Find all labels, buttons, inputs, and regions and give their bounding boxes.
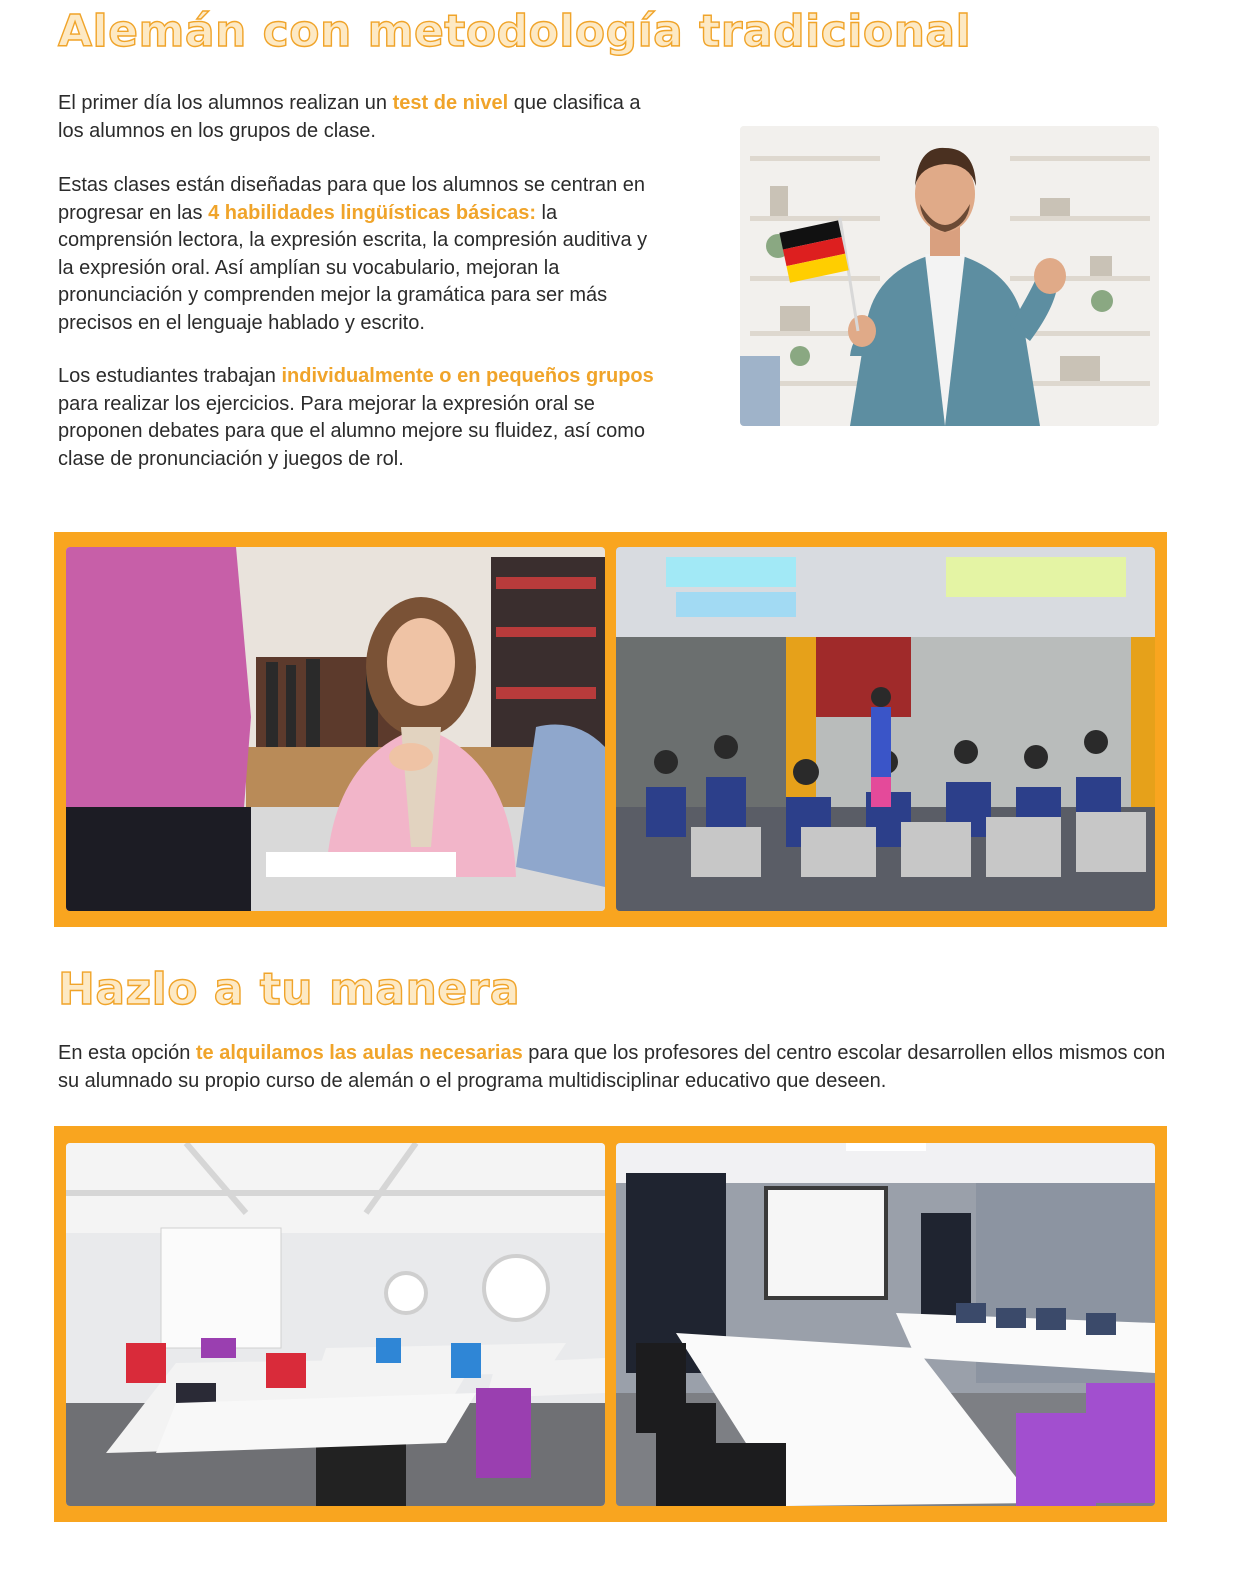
section-heading: Hazlo a tu manera bbox=[58, 964, 521, 1015]
text: Los estudiantes trabajan bbox=[58, 365, 282, 387]
skills-paragraph bbox=[58, 172, 663, 337]
groups-paragraph bbox=[58, 363, 658, 473]
text: la comprensión lectora, la expresión escrita, la compresión auditiva y la expresión oral. Así amplían su vocabulario, mejoran la pronunciación y comprenden mejor la gramática para ser más precisos en el lenguaje hablado y escrito. bbox=[58, 201, 648, 334]
highlight: te alquilamos las aulas necesarias bbox=[195, 1042, 523, 1064]
level-test-paragraph bbox=[58, 90, 658, 145]
empty-classroom-photo bbox=[66, 1143, 605, 1506]
text: para realizar los ejercicios. Para mejorar la expresión oral se proponen debates para que el alumno mejore su fluidez, así como clase de pronunciación y juegos de rol. bbox=[58, 392, 646, 470]
photo-band-classes bbox=[54, 532, 1167, 927]
text: Estas clases están diseñadas para que los alumnos se centran en progresar en las bbox=[58, 174, 646, 224]
meeting-room-photo bbox=[616, 1143, 1155, 1506]
section-heading: Alemán con metodología tradicional bbox=[58, 6, 972, 57]
text: En esta opción bbox=[58, 1042, 196, 1064]
teacher-with-german-flag-photo bbox=[740, 126, 1159, 426]
text: para que los profesores del centro escolar desarrollen ellos mismos con su alumnado su propio curso de alemán o el programa multidisciplinar educativo que deseen. bbox=[58, 1042, 1166, 1092]
student-discussion-photo bbox=[66, 547, 605, 911]
highlight: 4 habilidades lingüísticas básicas: bbox=[208, 201, 536, 224]
rental-paragraph bbox=[58, 1040, 1178, 1095]
highlight: individualmente o en pequeños grupos bbox=[281, 365, 654, 387]
text: que clasifica a los alumnos en los grupos de clase. bbox=[58, 92, 641, 142]
text: El primer día los alumnos realizan un bbox=[58, 92, 393, 114]
highlight: test de nivel bbox=[392, 92, 509, 114]
students-circle-classroom-photo bbox=[616, 547, 1155, 911]
photo-band-classrooms bbox=[54, 1126, 1167, 1522]
